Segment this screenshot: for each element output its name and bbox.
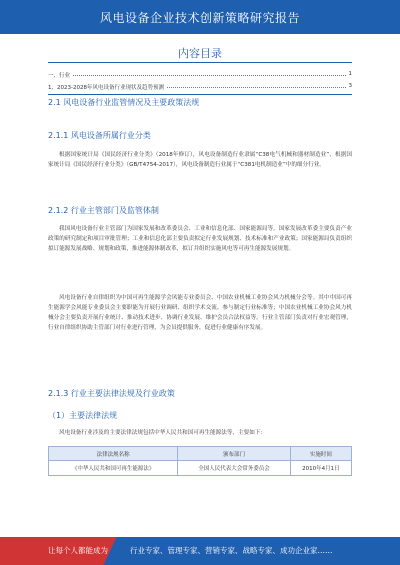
footer-slogan: 让每个人都能成为 [48,546,108,555]
table-header-cell: 颁布部门 [178,447,291,461]
subsection-heading: 2.1.1 风电设备所属行业分类 [48,131,151,140]
toc-leader [48,75,346,76]
section-heading: 2.1 风电设备行业监管情况及主要政策法规 [48,98,200,107]
paragraph: 风电设备行业涉及的主要法律法规包括中华人民共和国可再生能源法等，主要如下： [59,430,266,436]
toc-item-page: 1 [348,71,352,77]
table-header-row [49,447,352,461]
page-header [0,0,400,34]
paragraph: 我国风电设备行业主管部门为国家发展和改革委员会、工业和信息化部、国家能源局等。国家发展改革委主要负责产业政策的研究制定和项目审批管理；工业和信息化部主要负责拟定行业发展规划、技术标准和产业政策；国家能源局负责组织拟订能源发展战略、规划和政策，推进能源体制改革，拟订并组织实施风电等可再生能源发展规划。 [48,226,352,252]
toc-heading: 内容目录 [178,47,222,60]
toc-item-title: 一、行业 [48,73,71,79]
page-footer [0,537,400,565]
table-cell: 《中华人民共和国可再生能源法》 [49,461,178,476]
table-cell: 全国人民代表大会常务委员会 [178,461,291,476]
toc-divider [48,62,352,63]
laws-table [48,446,352,476]
toc-item-title: 1、2023-2028年风电设备行业现状及趋势预测 [48,85,164,91]
table-header-cell: 实施时间 [290,447,351,461]
subsection-heading: 2.1.2 行业主管部门及监管体制 [48,206,159,215]
footer-tagline: 行业专家、管理专家、营销专家、战略专家、成功企业家…… [130,546,333,555]
table-header-cell: 法律法规名称 [49,447,178,461]
sub-subsection-heading: （1）主要法律法规 [48,411,118,420]
toc-item-page: 3 [348,83,352,89]
toc-item[interactable] [48,83,352,93]
toc-item[interactable] [48,71,352,81]
table-row [49,461,352,476]
report-title: 风电设备企业技术创新策略研究报告 [99,11,300,25]
subsection-heading: 2.1.3 行业主要法律法规及行业政策 [48,389,175,398]
paragraph: 风电设备行业自律组织为中国可再生能源学会风能专业委员会、中国农业机械工业协会风力机械分会等。其中中国可再生能源学会风能专业委员会主要职能为开展行业调研、组织学术交流、参与制定行业标准等；中国农业机械工业协会风力机械分会主要负责开展行业统计、推动技术进步、协调行业发展、维护会员合法权益等。行业主管部门负责对行业宏观管理，行业自律组织协助主管部门对行业进行管理，为会员提供服务，促进行业健康有序发展。 [48,295,352,331]
table-cell: 2010年4月1日 [290,461,351,476]
paragraph: 根据国家统计局《国民经济行业分类》（2018年修订），风电设备制造行业隶属“C38电气机械和器材制造业”，根据国家统计局《国民经济行业分类》（GB/T4754-2017），风电设备制造行业属于“C381电机制造业”中的细分行业。 [48,152,352,168]
toc-divider [48,94,352,95]
